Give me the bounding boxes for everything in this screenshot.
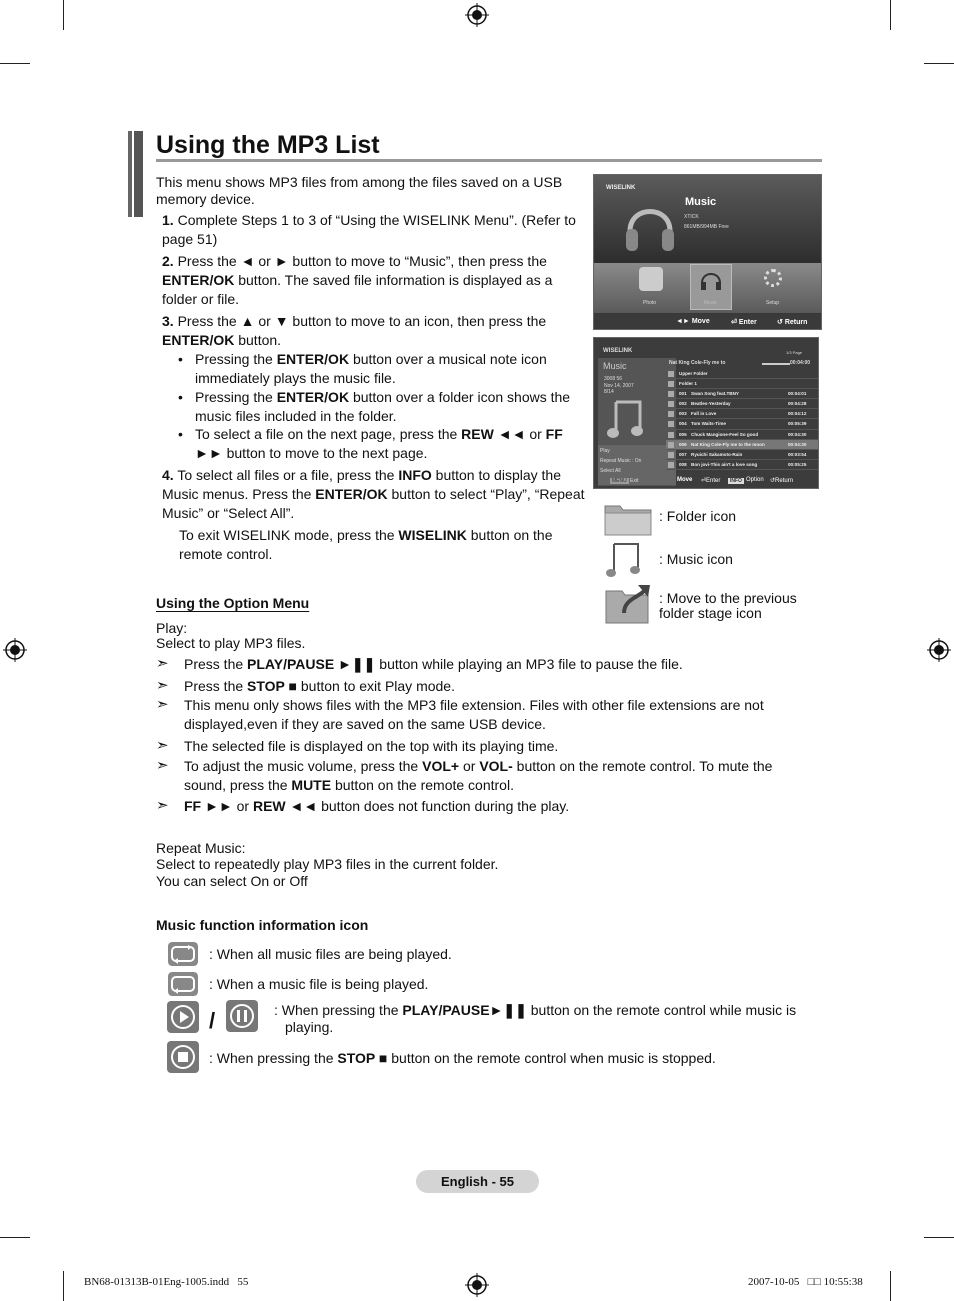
music-note-icon xyxy=(668,411,674,417)
info-stop: : When pressing the STOP ■ button on the remote control when music is stopped. xyxy=(209,1050,716,1066)
file-list xyxy=(666,369,818,470)
music-note-icon xyxy=(668,442,674,448)
music-list-screen xyxy=(593,337,819,489)
play-description: Select to play MP3 files. xyxy=(156,635,306,651)
nav-option: Option xyxy=(746,477,764,483)
step-1 xyxy=(162,211,588,249)
section-option-menu: Using the Option Menu xyxy=(156,595,310,611)
file-duration: 00:04:28 xyxy=(788,401,807,407)
wiselink-logo: WISELINK xyxy=(603,348,633,354)
play-label: Play: xyxy=(156,620,188,636)
footer-timestamp: 2007-10-05 □□ 10:55:38 xyxy=(748,1276,863,1288)
nav-enter: ⏎ Enter xyxy=(731,319,757,326)
step-text: Press the ◄ or ► button to move to “Music”, then press the ENTER/OK button. The saved file information is displayed as a folder or file. xyxy=(162,253,553,307)
info-play-pause: : When pressing the PLAY/PAUSE►❚❚ button on the remote control while music is playing. xyxy=(274,1002,797,1035)
folder-icon xyxy=(604,502,652,536)
music-note-icon xyxy=(668,391,674,397)
file-row[interactable] xyxy=(666,419,818,429)
footer-file: BN68-01313B-01Eng-1005.indd 55 xyxy=(84,1276,249,1288)
now-playing: Nat King Cole-Fly me to xyxy=(669,360,726,366)
file-row[interactable] xyxy=(666,440,818,450)
file-row[interactable] xyxy=(666,399,818,409)
file-number: 008 xyxy=(679,461,687,467)
info-repeat-all: : When all music files are being played. xyxy=(209,946,452,962)
folder-icon xyxy=(668,381,674,387)
side-info: 8/14 xyxy=(604,389,614,395)
registration-mark-icon xyxy=(465,3,489,27)
play-icon xyxy=(167,1001,199,1033)
music-note-icon xyxy=(668,421,674,427)
repeat-label: Repeat Music: xyxy=(156,840,246,856)
file-row[interactable] xyxy=(666,450,818,460)
option-menu-item[interactable]: Play xyxy=(600,448,610,454)
file-duration: 00:04:01 xyxy=(788,391,807,397)
crop-mark xyxy=(63,0,64,30)
bullet-item: • Pressing the ENTER/OK button over a musical note icon immediately plays the music file. xyxy=(178,351,547,386)
step-3 xyxy=(162,312,588,350)
file-name: Nat King Cole-Fly me to the moon xyxy=(691,441,765,447)
title-rule xyxy=(156,159,822,162)
bullet-item: • Pressing the ENTER/OK button over a folder icon shows the music files included in the folder. xyxy=(178,389,571,424)
file-row[interactable] xyxy=(666,430,818,440)
folder-icon xyxy=(668,371,674,377)
note-item: ➣ To adjust the music volume, press the VOL+ or VOL- button on the remote control. To mute the sound, press the MUTE button on the remote control. xyxy=(156,757,773,793)
section-music-info-icons: Music function information icon xyxy=(156,917,369,933)
bullet-item: • To select a file on the next page, press the REW ◄◄ or FF ►► button to move to the next page. xyxy=(178,426,563,461)
file-number: 002 xyxy=(679,401,687,407)
file-number: 004 xyxy=(679,421,687,427)
device-name: XTICK xyxy=(684,214,699,220)
icon-slash: / xyxy=(209,1008,216,1033)
music-note-icon xyxy=(668,462,674,468)
file-duration: 00:04:30 xyxy=(788,441,807,447)
icon-label: Photo xyxy=(643,300,657,306)
note-item: ➣ This menu only shows files with the MP3 file extension. Files with other file extensions are not displayed,even if they are saved on the same USB device. xyxy=(156,696,764,732)
wiselink-logo: WISELINK xyxy=(606,185,636,191)
file-name: Tom Waits-Time xyxy=(691,421,726,427)
file-duration: 00:03:54 xyxy=(788,451,807,457)
file-name: Upper Folder xyxy=(679,371,708,376)
file-name: Folder 1 xyxy=(679,381,697,387)
stop-icon xyxy=(167,1041,199,1073)
side-info: Nov 14, 2007 xyxy=(604,383,634,389)
nav-return: ↺Return xyxy=(770,478,794,484)
nav-enter: ⏎Enter xyxy=(701,478,721,484)
step-text: To select all files or a file, press the INFO button to display the Music menus. Press the ENTER/OK button to select “Play”, “Repeat Music” or “Select All”. xyxy=(162,467,585,521)
legend-music: : Music icon xyxy=(659,551,733,567)
registration-mark-icon xyxy=(465,1273,489,1297)
file-name: Chuck Mangione-Feel So good xyxy=(691,431,759,437)
title-side-bars xyxy=(128,131,144,217)
crop-mark xyxy=(63,1271,64,1301)
note-item: ➣ Press the STOP ■ button to exit Play mode. xyxy=(156,677,455,694)
repeat-all-icon xyxy=(168,942,198,966)
step-number: 2. xyxy=(162,253,174,269)
file-number: 003 xyxy=(679,411,687,417)
note-item: ➣ FF ►► or REW ◄◄ button does not function during the play. xyxy=(156,797,570,814)
step-2 xyxy=(162,252,588,309)
play-time: 00:04:00 xyxy=(790,360,811,366)
file-duration: 00:04:12 xyxy=(788,411,807,417)
exit-label[interactable]: Exit xyxy=(630,478,639,484)
music-note-icon xyxy=(668,452,674,458)
note-item: ➣ The selected file is displayed on the top with its playing time. xyxy=(156,737,559,754)
side-info: 3008 56 xyxy=(604,376,623,382)
step-text: Press the ▲ or ▼ button to move to an icon, then press the ENTER/OK button. xyxy=(162,313,547,348)
option-menu-item[interactable]: Repeat Music : On xyxy=(600,458,642,464)
nav-return: ↺ Return xyxy=(777,319,808,326)
page-number-badge: English - 55 xyxy=(416,1170,539,1193)
step-number: 4. xyxy=(162,467,174,483)
info-repeat-one: : When a music file is being played. xyxy=(209,976,429,992)
step-number: 1. xyxy=(162,212,174,228)
side-title: Music xyxy=(603,361,627,371)
file-row[interactable] xyxy=(666,409,818,419)
repeat-description: Select to repeatedly play MP3 files in the current folder. xyxy=(156,856,499,872)
icon-setup[interactable] xyxy=(764,269,782,287)
file-name: Swan Song feat.TBNY xyxy=(691,391,739,397)
pause-icon xyxy=(226,1000,258,1032)
registration-mark-icon xyxy=(3,638,27,662)
file-row[interactable] xyxy=(666,460,818,470)
music-note-icon xyxy=(668,432,674,438)
music-note-large-icon xyxy=(606,398,646,440)
file-duration: 00:05:25 xyxy=(788,461,807,467)
device-space: 861MB/994MB Free xyxy=(684,224,729,230)
music-note-icon xyxy=(668,401,674,407)
file-name: Bon jovi-This ain't a love song xyxy=(691,461,758,467)
file-row[interactable] xyxy=(666,389,818,399)
repeat-options: You can select On or Off xyxy=(156,873,308,889)
menu-key: MENU xyxy=(612,478,627,484)
file-row[interactable] xyxy=(666,369,818,379)
file-name: Beatles-Yesterday xyxy=(691,401,731,407)
icon-label: Setup xyxy=(766,300,780,306)
music-headphone-icon xyxy=(699,269,723,293)
file-duration: 00:04:30 xyxy=(788,431,807,437)
note-item: ➣ Press the PLAY/PAUSE ►❚❚ button while playing an MP3 file to pause the file. xyxy=(156,655,683,672)
progress-bar xyxy=(762,363,790,365)
crop-mark xyxy=(924,1237,954,1238)
option-menu-item[interactable]: Select All xyxy=(600,468,621,474)
file-name: Fall in Love xyxy=(691,411,717,417)
info-key: INFO xyxy=(730,478,742,484)
icon-label: Music xyxy=(704,300,718,306)
crop-mark xyxy=(890,1271,891,1301)
music-icon xyxy=(604,541,642,579)
crop-mark xyxy=(890,0,891,30)
registration-mark-icon xyxy=(927,638,951,662)
crop-mark xyxy=(924,63,954,64)
screen-heading: Music xyxy=(685,196,717,208)
file-number: 007 xyxy=(679,451,687,457)
nav-move: Move xyxy=(677,477,693,483)
file-number: 006 xyxy=(679,441,687,447)
step-text: Complete Steps 1 to 3 of “Using the WISELINK Menu”. (Refer to page 51) xyxy=(162,212,576,247)
legend-previous-folder: : Move to the previous folder stage icon xyxy=(659,590,797,621)
wiselink-main-screen xyxy=(593,174,822,330)
title-bar xyxy=(128,131,822,161)
headphones-icon xyxy=(622,195,678,257)
nav-move: ◄► Move xyxy=(676,318,710,325)
file-row[interactable] xyxy=(666,379,818,389)
intro-paragraph: This menu shows MP3 files from among the files saved on a USB memory device. xyxy=(156,174,563,207)
page-title: Using the MP3 List xyxy=(156,131,380,159)
step-number: 3. xyxy=(162,313,174,329)
icon-photo[interactable] xyxy=(639,267,663,291)
exit-instruction: To exit WISELINK mode, press the WISELINK button on the remote control. xyxy=(179,527,553,562)
crop-mark xyxy=(0,1237,30,1238)
file-duration: 00:05:39 xyxy=(788,421,807,427)
step-4 xyxy=(162,466,588,523)
repeat-one-icon xyxy=(168,972,198,996)
file-name: Ryuichi Sakamoto-Rain xyxy=(691,451,743,457)
legend-folder: : Folder icon xyxy=(659,508,737,524)
file-number: 005 xyxy=(679,431,687,437)
previous-folder-icon xyxy=(604,583,656,625)
file-number: 001 xyxy=(679,391,687,397)
crop-mark xyxy=(0,63,30,64)
page-indicator: 1/3 Page xyxy=(786,350,803,355)
